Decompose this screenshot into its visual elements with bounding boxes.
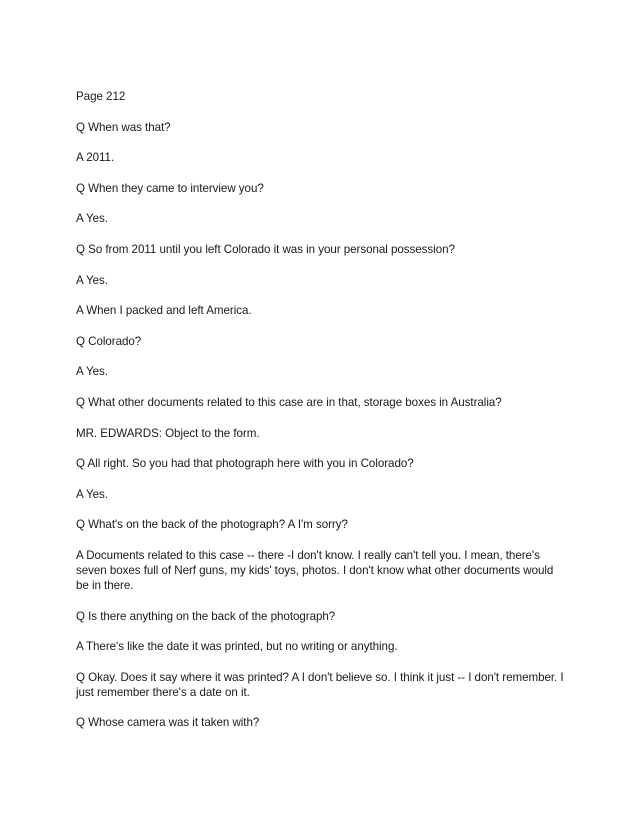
transcript-line: MR. EDWARDS: Object to the form. (76, 426, 260, 440)
transcript-line: Q Whose camera was it taken with? (76, 716, 260, 730)
transcript-line: Q Is there anything on the back of the photograph? (76, 609, 336, 623)
transcript-line: Q So from 2011 until you left Colorado it was in your personal possession? (76, 242, 455, 256)
transcript-line: A Yes. (76, 212, 108, 226)
transcript-line: Q All right. So you had that photograph here with you in Colorado? (76, 457, 414, 471)
transcript-line: A There's like the date it was printed, but no writing or anything. (76, 640, 398, 654)
transcript-line: Q What's on the back of the photograph? A I'm sorry? (76, 518, 348, 532)
transcript-line: Q What other documents related to this case are in that, storage boxes in Australia? (76, 395, 502, 409)
transcript-body (76, 89, 568, 746)
transcript-line: A 2011. (76, 151, 115, 165)
transcript-line: Q Colorado? (76, 334, 142, 348)
transcript-line: Q When they came to interview you? (76, 181, 264, 195)
transcript-line: A Yes. (76, 365, 108, 379)
transcript-line: Q Okay. Does it say where it was printed? A I don't believe so. I think it just -- I don't remember. I just remember there's a date on it. (76, 670, 564, 699)
page-label: Page 212 (76, 90, 126, 103)
transcript-line: A Yes. (76, 487, 108, 501)
transcript-line: A Yes. (76, 273, 108, 287)
transcript-line: A When I packed and left America. (76, 304, 252, 318)
transcript-line: A Documents related to this case -- there -I don't know. I really can't tell you. I mean, there's seven boxes full of Nerf guns, my kids' toys, photos. I don't know what other documents would be in there. (76, 548, 554, 592)
transcript-line: Q When was that? (76, 120, 171, 134)
